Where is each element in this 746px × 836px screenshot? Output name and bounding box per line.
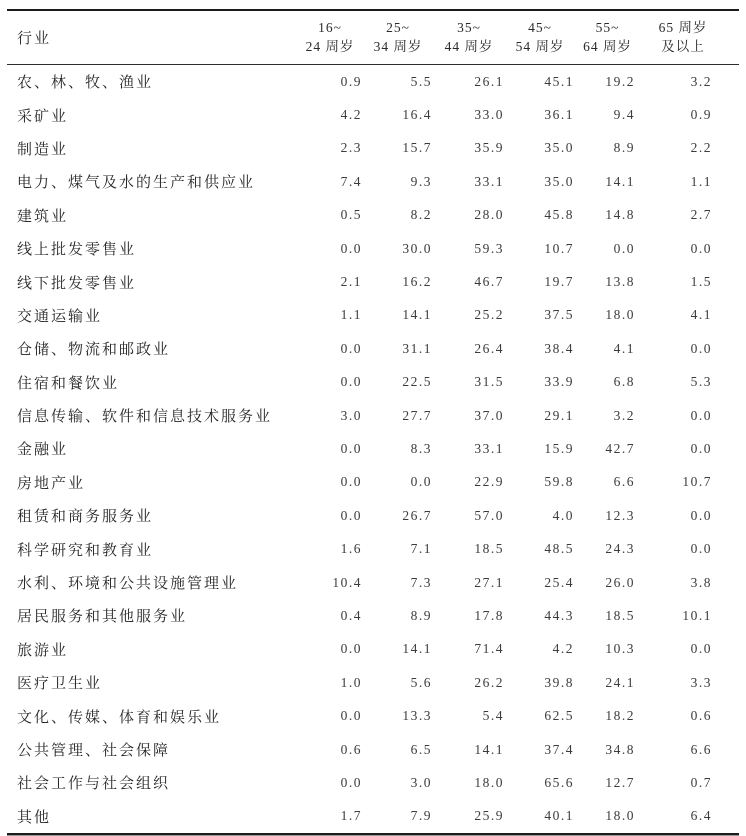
- industry-cell: 旅游业: [17, 642, 69, 659]
- value-cell: 0.0: [340, 641, 362, 657]
- industry-cell: 制造业: [17, 141, 69, 158]
- value-cell: 18.0: [605, 307, 635, 323]
- table-row: [7, 232, 739, 265]
- age-range-line1: 45~: [528, 20, 552, 35]
- value-cell: 0.0: [340, 440, 362, 456]
- value-cell: 18.5: [474, 541, 504, 557]
- value-cell: 24.1: [605, 674, 635, 690]
- value-cell: 0.0: [690, 507, 712, 523]
- age-column-header-25-34: [363, 11, 433, 65]
- value-cell: 0.6: [340, 741, 362, 757]
- value-cell: 6.6: [613, 474, 635, 490]
- value-cell: 6.4: [690, 808, 712, 824]
- value-cell: 0.7: [690, 774, 712, 790]
- value-cell: 44.3: [544, 607, 574, 623]
- industry-cell: 水利、环境和公共设施管理业: [17, 576, 239, 593]
- industry-cell: 电力、煤气及水的生产和供应业: [17, 175, 256, 192]
- age-range-line1: 65 周岁: [658, 20, 708, 35]
- age-range-line2: 54 周岁: [515, 39, 565, 54]
- table-row: [7, 532, 739, 565]
- value-cell: 14.1: [402, 307, 432, 323]
- value-cell: 38.4: [544, 340, 574, 356]
- table-row: [7, 332, 739, 365]
- value-cell: 0.0: [690, 407, 712, 423]
- value-cell: 8.3: [410, 440, 432, 456]
- value-cell: 40.1: [544, 808, 574, 824]
- value-cell: 0.0: [340, 708, 362, 724]
- value-cell: 0.0: [690, 641, 712, 657]
- table-row: [7, 399, 739, 432]
- value-cell: 18.0: [474, 774, 504, 790]
- industry-cell: 采矿业: [17, 108, 69, 125]
- industry-cell: 房地产业: [17, 475, 86, 492]
- table-row: [7, 132, 739, 165]
- industry-cell: 其他: [17, 809, 52, 826]
- value-cell: 17.8: [474, 607, 504, 623]
- value-cell: 29.1: [544, 407, 574, 423]
- value-cell: 16.2: [402, 274, 432, 290]
- value-cell: 3.8: [690, 574, 712, 590]
- value-cell: 8.9: [613, 140, 635, 156]
- value-cell: 71.4: [474, 641, 504, 657]
- value-cell: 22.9: [474, 474, 504, 490]
- value-cell: 2.2: [690, 140, 712, 156]
- industry-cell: 社会工作与社会组织: [17, 776, 171, 793]
- value-cell: 35.0: [544, 140, 574, 156]
- value-cell: 3.2: [613, 407, 635, 423]
- value-cell: 0.0: [340, 507, 362, 523]
- value-cell: 37.4: [544, 741, 574, 757]
- value-cell: 10.1: [682, 607, 712, 623]
- value-cell: 57.0: [474, 507, 504, 523]
- table-row: [7, 633, 739, 666]
- value-cell: 3.0: [410, 774, 432, 790]
- value-cell: 31.5: [474, 374, 504, 390]
- value-cell: 26.2: [474, 674, 504, 690]
- value-cell: 7.4: [340, 173, 362, 189]
- value-cell: 7.9: [410, 808, 432, 824]
- age-column-header-55-64: [575, 11, 640, 65]
- value-cell: 25.2: [474, 307, 504, 323]
- value-cell: 0.6: [690, 708, 712, 724]
- value-cell: 8.2: [410, 207, 432, 223]
- industry-cell: 交通运输业: [17, 308, 103, 325]
- value-cell: 27.1: [474, 574, 504, 590]
- value-cell: 1.0: [340, 674, 362, 690]
- value-cell: 3.3: [690, 674, 712, 690]
- value-cell: 0.0: [613, 240, 635, 256]
- industry-cell: 信息传输、软件和信息技术服务业: [17, 409, 273, 426]
- age-column-header-35-44: [433, 11, 505, 65]
- industry-cell: 医疗卫生业: [17, 676, 103, 693]
- value-cell: 25.9: [474, 808, 504, 824]
- age-range-line2: 及以上: [661, 39, 705, 54]
- value-cell: 4.2: [552, 641, 574, 657]
- value-cell: 13.8: [605, 274, 635, 290]
- value-cell: 1.6: [340, 541, 362, 557]
- value-cell: 59.8: [544, 474, 574, 490]
- age-range-line1: 55~: [595, 20, 620, 35]
- value-cell: 2.7: [690, 207, 712, 223]
- value-cell: 5.4: [482, 708, 504, 724]
- value-cell: 8.9: [410, 607, 432, 623]
- table-row: [7, 98, 739, 131]
- value-cell: 14.1: [474, 741, 504, 757]
- value-cell: 33.9: [544, 374, 574, 390]
- value-cell: 16.4: [402, 107, 432, 123]
- value-cell: 5.6: [410, 674, 432, 690]
- value-cell: 0.0: [340, 240, 362, 256]
- table-row: [7, 265, 739, 298]
- value-cell: 1.1: [340, 307, 362, 323]
- value-cell: 35.0: [544, 173, 574, 189]
- value-cell: 37.0: [474, 407, 504, 423]
- value-cell: 24.3: [605, 541, 635, 557]
- value-cell: 26.1: [474, 73, 504, 89]
- table-row: [7, 432, 739, 465]
- value-cell: 5.5: [410, 73, 432, 89]
- table-row: [7, 800, 739, 833]
- value-cell: 7.3: [410, 574, 432, 590]
- table-row: [7, 699, 739, 732]
- value-cell: 10.7: [682, 474, 712, 490]
- value-cell: 0.0: [690, 340, 712, 356]
- value-cell: 1.7: [340, 808, 362, 824]
- table-row: [7, 199, 739, 232]
- value-cell: 37.5: [544, 307, 574, 323]
- industry-cell: 建筑业: [17, 208, 69, 225]
- age-range-line1: 35~: [457, 20, 481, 35]
- age-range-line2: 44 周岁: [444, 39, 494, 54]
- value-cell: 0.0: [690, 440, 712, 456]
- value-cell: 0.0: [340, 374, 362, 390]
- value-cell: 65.6: [544, 774, 574, 790]
- value-cell: 0.0: [340, 340, 362, 356]
- age-range-line1: 16~: [318, 20, 342, 35]
- table-header: [7, 11, 739, 65]
- value-cell: 27.7: [402, 407, 432, 423]
- value-cell: 22.5: [402, 374, 432, 390]
- industry-cell: 文化、传媒、体育和娱乐业: [17, 709, 222, 726]
- value-cell: 3.0: [340, 407, 362, 423]
- value-cell: 13.3: [402, 708, 432, 724]
- value-cell: 42.7: [605, 440, 635, 456]
- value-cell: 12.7: [605, 774, 635, 790]
- value-cell: 10.4: [332, 574, 362, 590]
- value-cell: 15.7: [402, 140, 432, 156]
- value-cell: 33.1: [474, 440, 504, 456]
- age-range-line2: 34 周岁: [373, 39, 423, 54]
- value-cell: 1.1: [690, 173, 712, 189]
- value-cell: 15.9: [544, 440, 574, 456]
- value-cell: 59.3: [474, 240, 504, 256]
- value-cell: 33.0: [474, 107, 504, 123]
- value-cell: 9.3: [410, 173, 432, 189]
- industry-cell: 金融业: [17, 442, 69, 459]
- value-cell: 12.3: [605, 507, 635, 523]
- value-cell: 4.1: [613, 340, 635, 356]
- industry-cell: 租赁和商务服务业: [17, 509, 154, 526]
- value-cell: 26.0: [605, 574, 635, 590]
- table-row: [7, 566, 739, 599]
- age-range-line1: 25~: [386, 20, 410, 35]
- industry-cell: 住宿和餐饮业: [17, 375, 120, 392]
- value-cell: 0.0: [690, 541, 712, 557]
- value-cell: 10.7: [544, 240, 574, 256]
- value-cell: 19.2: [605, 73, 635, 89]
- age-range-line2: 24 周岁: [305, 39, 355, 54]
- value-cell: 2.3: [340, 140, 362, 156]
- age-column-header-16-24: [297, 11, 363, 65]
- value-cell: 1.5: [690, 274, 712, 290]
- value-cell: 0.4: [340, 607, 362, 623]
- value-cell: 28.0: [474, 207, 504, 223]
- header-row: [7, 11, 739, 65]
- value-cell: 6.8: [613, 374, 635, 390]
- value-cell: 0.9: [340, 73, 362, 89]
- industry-cell: 仓储、物流和邮政业: [17, 342, 171, 359]
- value-cell: 34.8: [605, 741, 635, 757]
- value-cell: 25.4: [544, 574, 574, 590]
- value-cell: 14.1: [402, 641, 432, 657]
- value-cell: 36.1: [544, 107, 574, 123]
- value-cell: 30.0: [402, 240, 432, 256]
- table-row: [7, 299, 739, 332]
- value-cell: 10.3: [605, 641, 635, 657]
- value-cell: 62.5: [544, 708, 574, 724]
- table-row: [7, 599, 739, 632]
- value-cell: 0.9: [690, 107, 712, 123]
- value-cell: 39.8: [544, 674, 574, 690]
- value-cell: 5.3: [690, 374, 712, 390]
- industry-cell: 线下批发零售业: [17, 275, 137, 292]
- value-cell: 45.1: [544, 73, 574, 89]
- value-cell: 18.5: [605, 607, 635, 623]
- table-row: [7, 366, 739, 399]
- age-column-header-65-plus: [640, 11, 739, 65]
- value-cell: 19.7: [544, 274, 574, 290]
- table-row: [7, 733, 739, 766]
- industry-column-header: 行业: [7, 11, 297, 65]
- value-cell: 0.0: [690, 240, 712, 256]
- table-body: [7, 65, 739, 833]
- value-cell: 9.4: [613, 107, 635, 123]
- table-row: [7, 65, 739, 99]
- value-cell: 26.7: [402, 507, 432, 523]
- value-cell: 0.0: [340, 774, 362, 790]
- value-cell: 31.1: [402, 340, 432, 356]
- value-cell: 6.5: [410, 741, 432, 757]
- value-cell: 4.1: [690, 307, 712, 323]
- value-cell: 18.0: [605, 808, 635, 824]
- value-cell: 0.0: [340, 474, 362, 490]
- value-cell: 48.5: [544, 541, 574, 557]
- value-cell: 3.2: [690, 73, 712, 89]
- value-cell: 33.1: [474, 173, 504, 189]
- value-cell: 14.8: [605, 207, 635, 223]
- value-cell: 7.1: [410, 541, 432, 557]
- value-cell: 18.2: [605, 708, 635, 724]
- value-cell: 14.1: [605, 173, 635, 189]
- value-cell: 26.4: [474, 340, 504, 356]
- value-cell: 35.9: [474, 140, 504, 156]
- value-cell: 45.8: [544, 207, 574, 223]
- industry-cell: 线上批发零售业: [17, 242, 137, 259]
- table-row: [7, 466, 739, 499]
- industry-cell: 公共管理、社会保障: [17, 743, 171, 759]
- value-cell: 4.0: [552, 507, 574, 523]
- industry-cell: 农、林、牧、渔业: [17, 75, 154, 92]
- value-cell: 46.7: [474, 274, 504, 290]
- age-column-header-45-54: [505, 11, 575, 65]
- value-cell: 2.1: [340, 274, 362, 290]
- table-row: [7, 499, 739, 532]
- industry-cell: 居民服务和其他服务业: [17, 609, 188, 626]
- table-row: [7, 165, 739, 198]
- value-cell: 0.5: [340, 207, 362, 223]
- industry-cell: 科学研究和教育业: [17, 542, 154, 559]
- value-cell: 6.6: [690, 741, 712, 757]
- table-row: [7, 766, 739, 799]
- table-row: [7, 666, 739, 699]
- industry-age-distribution-table: [7, 11, 739, 833]
- value-cell: 4.2: [340, 107, 362, 123]
- age-range-line2: 64 周岁: [583, 39, 632, 54]
- value-cell: 0.0: [410, 474, 432, 490]
